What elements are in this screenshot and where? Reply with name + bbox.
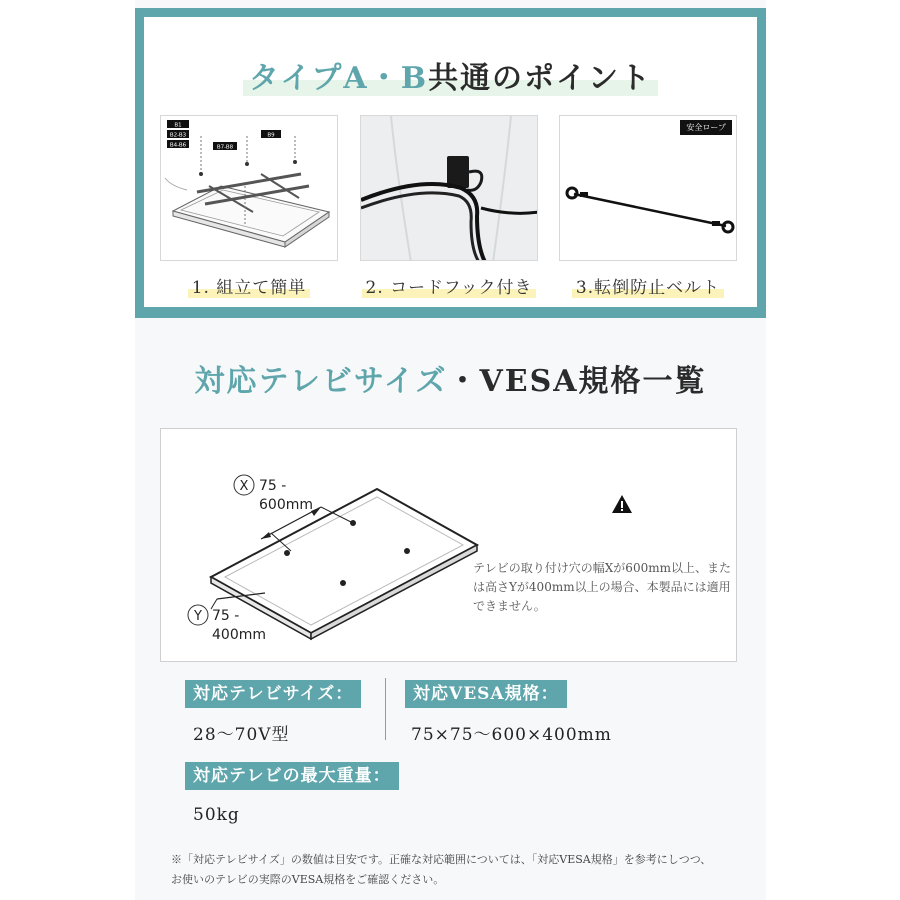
assembly-diagram-image <box>160 115 338 261</box>
part-label-b9: B9 <box>267 132 275 139</box>
y-range-line1: 75 - <box>212 608 240 624</box>
tv-size-value: 28〜70V型 <box>193 725 290 745</box>
compatibility-title <box>135 356 766 400</box>
title-type-ab: タイプA・B <box>248 61 429 96</box>
safety-rope-tag: 安全ロープ <box>680 120 732 135</box>
common-points-panel <box>135 8 766 318</box>
part-label-b4-b6: B4-B6 <box>169 142 187 149</box>
x-dimension-marker: X <box>239 479 249 494</box>
title-common-points: 共通のポイント <box>428 61 653 96</box>
x-range-line1: 75 - <box>259 478 287 494</box>
warning-text: テレビの取り付け穴の幅Xが600mm以上、または高さYが400mm以上の場合、本製品には適用できません。 <box>473 561 731 613</box>
cord-hook-image <box>360 115 538 261</box>
feature-easy-assembly <box>160 115 338 298</box>
y-range-line2: 400mm <box>212 627 266 643</box>
common-points-title <box>144 53 757 97</box>
title-tv-size: 対応テレビサイズ <box>194 364 448 399</box>
feature-cord-hook <box>360 115 538 298</box>
warning-icon <box>611 494 633 518</box>
feature-caption-anti-tip: 3.転倒防止ベルト <box>572 278 724 298</box>
spec-divider <box>385 678 386 740</box>
feature-anti-tip-belt <box>559 115 737 298</box>
footnote <box>171 850 751 890</box>
vesa-value: 75×75〜600×400mm <box>411 725 612 745</box>
part-label-b2-b3: B2-B3 <box>169 132 187 139</box>
title-vesa-list: ・VESA規格一覧 <box>447 364 707 399</box>
feature-caption-assembly: 1. 組立て簡単 <box>188 278 311 298</box>
part-label-b1: B1 <box>174 122 182 129</box>
vesa-label: 対応VESA規格： <box>405 680 567 708</box>
footnote-line1: ※「対応テレビサイズ」の数値は目安です。正確な対応範囲については、「対応VESA規格」を参考にしつつ、 <box>171 853 712 866</box>
y-dimension-marker: Y <box>194 609 202 624</box>
x-range-line2: 600mm <box>259 497 313 513</box>
safety-rope-image <box>559 115 737 261</box>
vesa-diagram-box <box>160 428 737 662</box>
max-weight-value: 50kg <box>193 805 240 825</box>
footnote-line2: お使いのテレビの実際のVESA規格をご確認ください。 <box>171 873 445 886</box>
max-weight-label: 対応テレビの最大重量： <box>185 762 399 790</box>
feature-caption-cord-hook: 2. コードフック付き <box>362 278 537 298</box>
product-sheet <box>135 0 766 900</box>
tv-size-label: 対応テレビサイズ： <box>185 680 361 708</box>
part-label-b7-b8: B7-B8 <box>216 144 234 151</box>
